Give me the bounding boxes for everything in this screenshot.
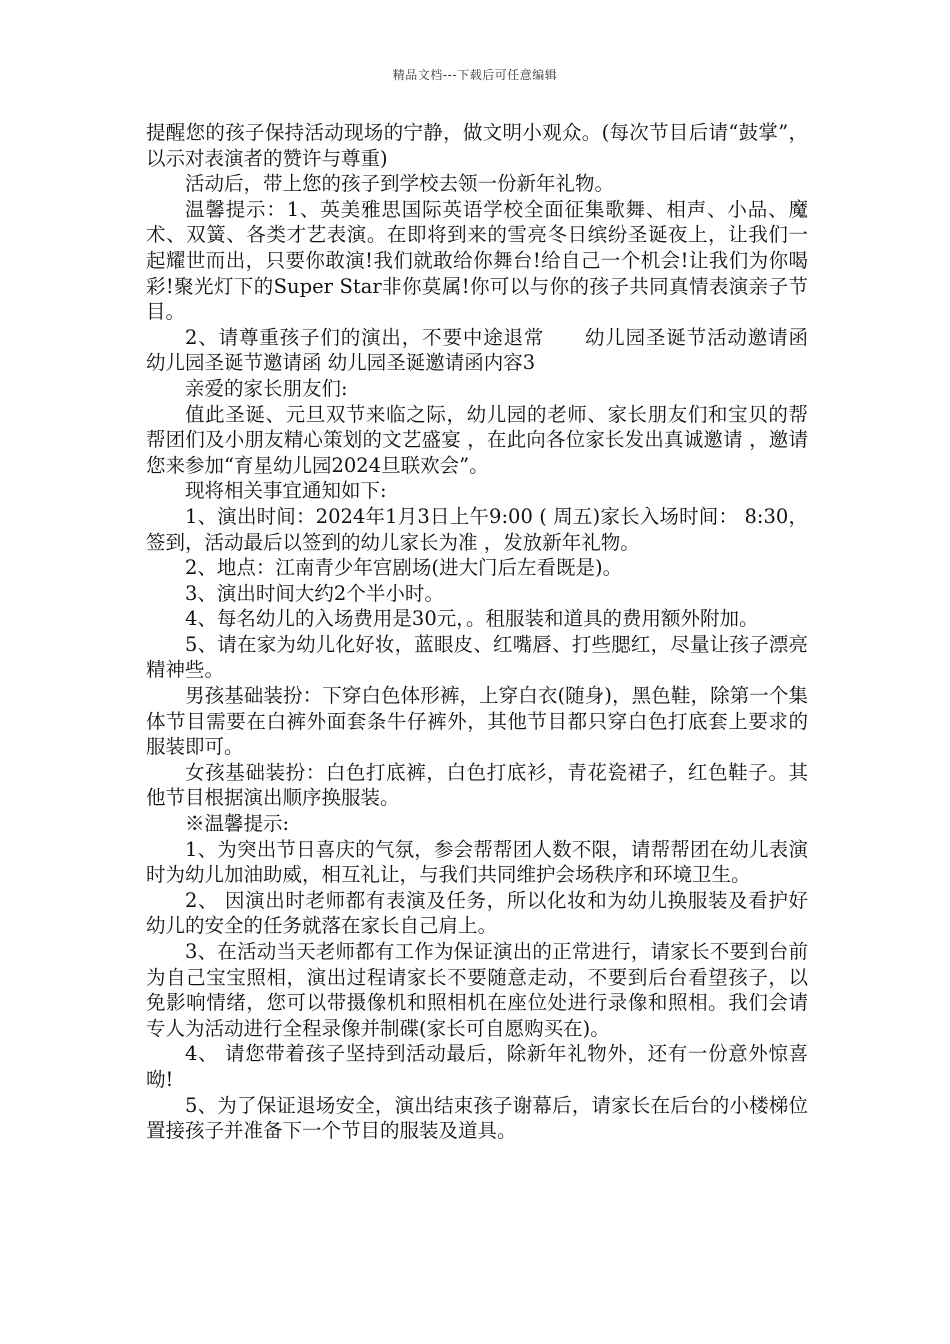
paragraph: 4、 请您带着孩子坚持到活动最后，除新年礼物外，还有一份意外惊喜呦!	[146, 1042, 808, 1091]
paragraph: 5、为了保证退场安全，演出结束孩子谢幕后，请家长在后台的小楼梯位置接孩子并准备下一个节目的服装及道具。	[146, 1093, 808, 1143]
paragraph: 活动后，带上您的孩子到学校去领一份新年礼物。	[185, 172, 615, 196]
paragraph: 1、演出时间：2024年1月3日上午9:00 ( 周五)家长入场时间： 8:30，签到，活动最后以签到的幼儿家长为准 ，发放新年礼物。	[146, 504, 808, 554]
paragraph: 2、 因演出时老师都有表演及任务，所以化妆和为幼儿换服装及看护好幼儿的安全的任务就落在家长自己肩上。	[146, 888, 808, 938]
paragraph: 2、请尊重孩子们的演出，不要中途退常 幼儿园圣诞节活动邀请函 幼儿园圣诞节邀请函 幼儿园圣诞邀请函内容3	[146, 325, 808, 375]
paragraph: 1、为突出节日喜庆的气氛，参会帮帮团人数不限，请帮帮团在幼儿表演时为幼儿加油助威，相互礼让，与我们共同维护会场秩序和环境卫生。	[146, 837, 808, 887]
paragraph: 亲爱的家长朋友们:	[185, 376, 348, 400]
paragraph: 提醒您的孩子保持活动现场的宁静，做文明小观众。(每次节目后请“鼓掌”，以示对表演者的赞许与尊重)	[146, 121, 808, 170]
paragraph: 值此圣诞、元旦双节来临之际，幼儿园的老师、家长朋友们和宝贝的帮帮团们及小朋友精心策划的文艺盛宴 ，在此向各位家长发出真诚邀请 ，邀请您来参加“育星幼儿园2024旦联欢会”。	[146, 402, 808, 477]
document-body	[146, 120, 808, 1144]
paragraph: 3、在活动当天老师都有工作为保证演出的正常进行，请家长不要到台前为自己宝宝照相，演出过程请家长不要随意走动，不要到后台看望孩子，以免影响情绪，您可以带摄像机和照相机在座位处进行录像和照相。我们会请专人为活动进行全程录像并制碟(家长可自愿购买在)。	[146, 940, 808, 1040]
paragraph: 温馨提示：1、英美雅思国际英语学校全面征集歌舞、相声、小品、魔术、双簧、各类才艺表演。在即将到来的雪亮冬日缤纷圣诞夜上，让我们一起耀世而出，只要你敢演!我们就敢给你舞台!给自己一个机会!让我们为你喝彩!聚光灯下的Super Star非你莫属!你可以与你的孩子共同真情表演亲子节目。	[146, 197, 808, 324]
paragraph: 3、演出时间大约2个半小时。	[185, 581, 444, 605]
paragraph: 2、地点：江南青少年宫剧场(进大门后左看既是)。	[185, 556, 623, 580]
paragraph: 现将相关事宜通知如下:	[185, 479, 387, 503]
paragraph: 女孩基础装扮：白色打底裤，白色打底衫，青花瓷裙子，红色鞋子。其他节目根据演出顺序换服装。	[146, 760, 808, 810]
paragraph: 男孩基础装扮：下穿白色体形裤，上穿白衣(随身)，黑色鞋，除第一个集体节目需要在白裤外面套条牛仔裤外，其他节目都只穿白色打底套上要求的服装即可。	[146, 684, 808, 759]
paragraph: 4、每名幼儿的入场费用是30元，。租服装和道具的费用额外附加。	[185, 607, 759, 631]
paragraph: ※温馨提示:	[185, 812, 290, 836]
page-header: 精品文档---下载后可任意编辑	[392, 68, 558, 82]
paragraph: 5、请在家为幼儿化好妆，蓝眼皮、红嘴唇、打些腮红，尽量让孩子漂亮精神些。	[146, 632, 808, 682]
